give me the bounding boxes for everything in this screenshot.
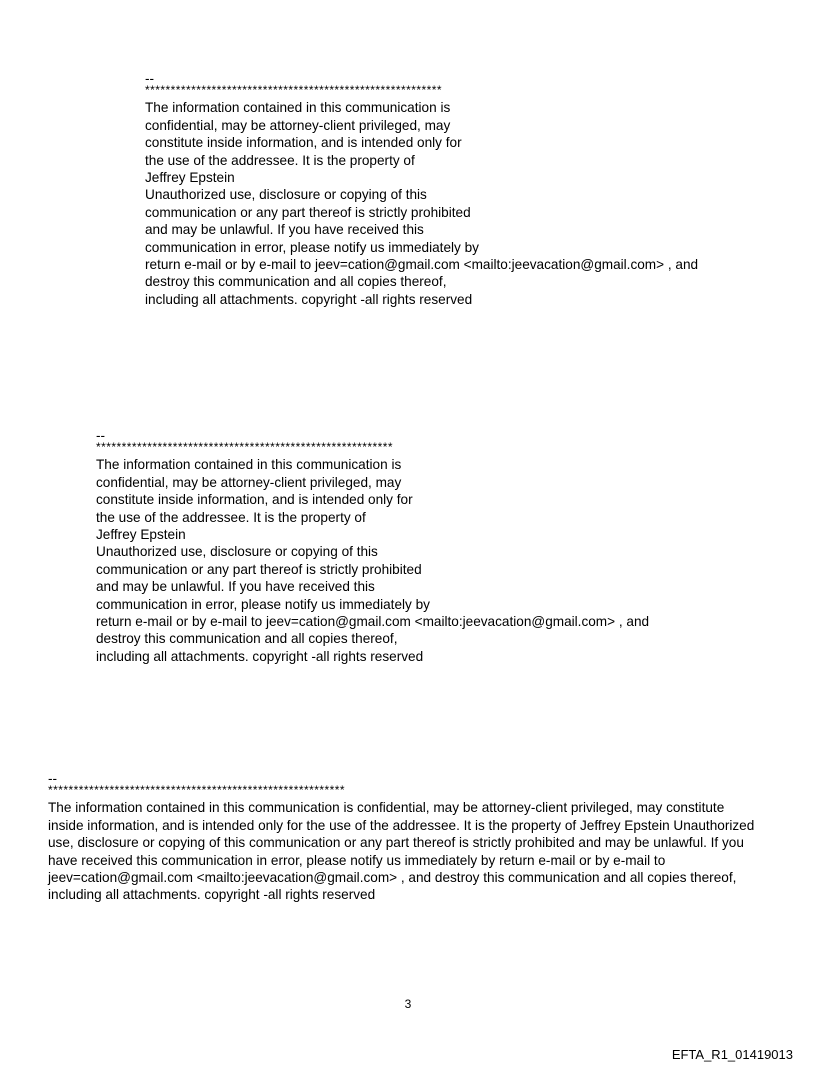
disclaimer-line: The information contained in this communication is <box>145 100 451 116</box>
disclaimer-line: The information contained in this communication is <box>96 457 402 473</box>
separator-asterisks: ********************************************************** <box>48 783 345 797</box>
disclaimer-line: destroy this communication and all copies thereof, <box>145 274 447 290</box>
disclaimer-line: constitute inside information, and is intended only for <box>96 492 413 508</box>
disclaimer-line: Unauthorized use, disclosure or copying of this <box>145 187 427 203</box>
disclaimer-line: Jeffrey Epstein <box>145 169 235 185</box>
separator-asterisks: ********************************************************** <box>96 440 393 454</box>
disclaimer-line: The information contained in this communication is confidential, may be attorney-client privileged, may constitute <box>48 800 725 816</box>
disclaimer-line: constitute inside information, and is intended only for <box>145 135 462 151</box>
disclaimer-line: jeev=cation@gmail.com <mailto:jeevacation@gmail.com> , and destroy this communication and all copies thereof, <box>48 869 737 885</box>
disclaimer-line: the use of the addressee. It is the property of <box>145 152 415 168</box>
disclaimer-line: confidential, may be attorney-client privileged, may <box>96 474 402 490</box>
disclaimer-line: return e-mail or by e-mail to jeev=cation@gmail.com <mailto:jeevacation@gmail.com> , and <box>145 256 699 272</box>
document-id: EFTA_R1_01419013 <box>671 1047 793 1062</box>
disclaimer-line: communication in error, please notify us immediately by <box>96 596 430 612</box>
disclaimer-line: confidential, may be attorney-client privileged, may <box>145 117 451 133</box>
disclaimer-line: communication or any part thereof is strictly prohibited <box>145 204 471 220</box>
disclaimer-line: including all attachments. copyright -all rights reserved <box>48 887 376 903</box>
disclaimer-line: inside information, and is intended only for the use of the addressee. It is the property of Jeffrey Epstein Unauthorized <box>48 817 755 833</box>
disclaimer-line: Jeffrey Epstein <box>96 526 186 542</box>
disclaimer-line: use, disclosure or copying of this communication or any part thereof is strictly prohibited and may be unlawful. If you <box>48 835 744 851</box>
disclaimer-line: the use of the addressee. It is the property of <box>96 509 366 525</box>
disclaimer-line: including all attachments. copyright -all rights reserved <box>96 648 424 664</box>
separator-dashes: -- <box>145 71 155 86</box>
disclaimer-block-3 <box>48 770 754 904</box>
disclaimer-line: communication or any part thereof is strictly prohibited <box>96 561 422 577</box>
disclaimer-line: communication in error, please notify us immediately by <box>145 239 479 255</box>
disclaimer-line: and may be unlawful. If you have received this <box>96 579 375 595</box>
disclaimer-line: including all attachments. copyright -all rights reserved <box>145 291 473 307</box>
disclaimer-line: have received this communication in error, please notify us immediately by return e-mail or by e-mail to <box>48 852 666 868</box>
disclaimer-line: and may be unlawful. If you have received this <box>145 222 424 238</box>
disclaimer-line: destroy this communication and all copies thereof, <box>96 631 398 647</box>
separator-dashes: -- <box>96 428 106 443</box>
disclaimer-block-2 <box>96 427 649 665</box>
separator-asterisks: ********************************************************** <box>145 83 442 97</box>
disclaimer-block-1 <box>145 70 698 308</box>
page-number: 3 <box>404 997 412 1011</box>
separator-dashes: -- <box>48 771 58 786</box>
disclaimer-line: return e-mail or by e-mail to jeev=cation@gmail.com <mailto:jeevacation@gmail.com> , and <box>96 613 650 629</box>
disclaimer-line: Unauthorized use, disclosure or copying of this <box>96 544 378 560</box>
